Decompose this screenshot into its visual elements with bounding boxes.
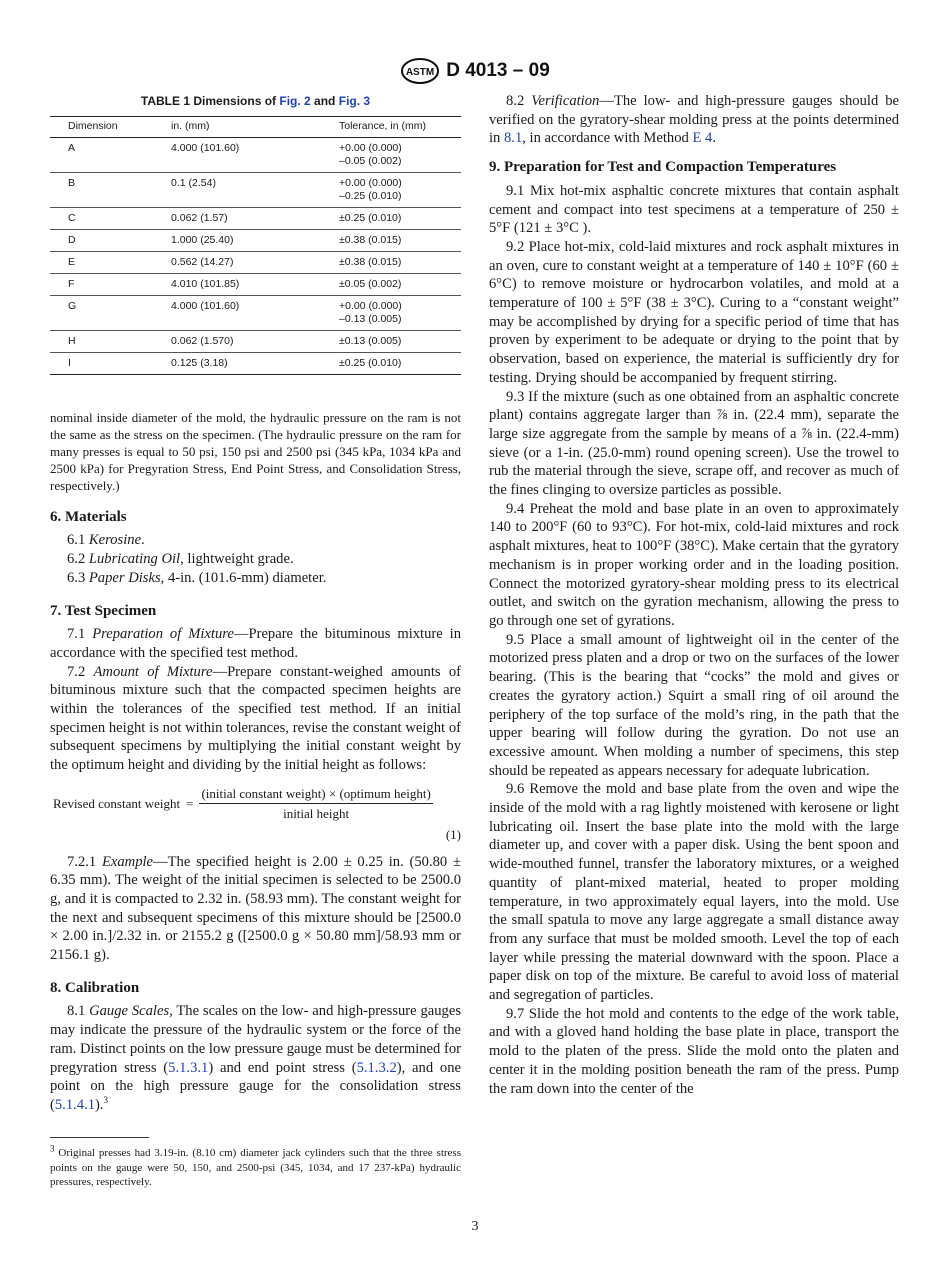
para-9-7: 9.7 Slide the hot mold and contents to the edge of the work table, and with a gloved hand holding the base plate in place, transport the mold to the platen of the press. Slide the mold onto the platen and center it in the molding position beneath the ram of the press. Pump the ram down into the center of the xyxy=(489,1005,899,1097)
materials-list xyxy=(50,531,461,587)
cell-tolerance xyxy=(321,273,461,295)
tolerance-line: –0.13 (0.005) xyxy=(339,312,402,325)
table-row xyxy=(50,137,461,172)
page-header xyxy=(0,56,950,86)
equation-numerator: (initial constant weight) × (optimum height) xyxy=(199,785,432,804)
tolerance-line: +0.00 (0.000) xyxy=(339,141,402,154)
cell-inmm: 0.562 (14.27) xyxy=(153,251,321,273)
table-row xyxy=(50,207,461,229)
cell-dimension: D xyxy=(50,229,153,251)
para-6-1: 6.1 Kerosine. xyxy=(67,532,145,549)
cell-dimension: H xyxy=(50,330,153,352)
cell-dimension: A xyxy=(50,137,153,172)
cell-dimension: F xyxy=(50,273,153,295)
table-row xyxy=(50,172,461,207)
cell-dimension: G xyxy=(50,295,153,330)
tolerance-line: ±0.38 (0.015) xyxy=(339,255,402,268)
ref-5-1-4-1-link[interactable]: 5.1.4.1 xyxy=(54,1096,96,1113)
para-9-3: 9.3 If the mixture (such as one obtained from an asphaltic concrete plant) contains aggregate larger than ⅞ in. (22.4 mm), separate the large size aggregate from the sample by means of a ⅞ in. (22.4-mm) sieve (or a 1-in. (25.0-mm) round opening screen). Use the trowel to rub the material through the sieve, scrape off, and recover as much of the fines clinging to oversize particles as possible. xyxy=(489,388,899,499)
cell-dimension: I xyxy=(50,352,153,374)
cell-inmm: 0.062 (1.57) xyxy=(153,207,321,229)
tolerance-line: +0.00 (0.000) xyxy=(339,176,402,189)
ref-5-1-3-2-link[interactable]: 5.1.3.2 xyxy=(356,1059,397,1076)
standard-designation: D 4013 – 09 xyxy=(446,60,550,81)
astm-logo-icon xyxy=(400,57,440,85)
table-row xyxy=(50,273,461,295)
tolerance-line: +0.00 (0.000) xyxy=(339,299,402,312)
cell-inmm: 4.000 (101.60) xyxy=(153,137,321,172)
cell-tolerance xyxy=(321,229,461,251)
cell-tolerance xyxy=(321,295,461,330)
col-header-dimension: Dimension xyxy=(50,116,153,137)
table-1-title: TABLE 1 Dimensions of Fig. 2 and Fig. 3 xyxy=(140,94,371,108)
cell-tolerance xyxy=(321,352,461,374)
continued-paragraph: nominal inside diameter of the mold, the hydraulic pressure on the ram is not the same as the stress on the specimen. (The hydraulic pressure on the ram for many presses is equal to 50 psi, 150 psi and 2500 psi (345 kPa, 1034 kPa and 2500 kPa) for Pregyration Stress, End Point Stress, and Consolidation Stress, respectively.) xyxy=(50,409,461,493)
tolerance-line: ±0.13 (0.005) xyxy=(339,334,402,347)
left-column xyxy=(50,92,461,1115)
col-header-tolerance: Tolerance, in (mm) xyxy=(321,116,461,137)
cell-tolerance xyxy=(321,251,461,273)
tolerance-line: ±0.25 (0.010) xyxy=(339,356,402,369)
right-column xyxy=(489,92,899,1098)
equation-equals: = xyxy=(186,795,194,811)
table-row xyxy=(50,295,461,330)
cell-dimension: E xyxy=(50,251,153,273)
cell-tolerance xyxy=(321,172,461,207)
cell-inmm: 0.125 (3.18) xyxy=(153,352,321,374)
tolerance-line: –0.25 (0.010) xyxy=(339,189,402,202)
section-9-heading: 9. Preparation for Test and Compaction Temperatures xyxy=(489,159,837,176)
footnote-3: $^3$ Original presses had 3.19-in. (8.10 cm) diameter jack cylinders such that the three stress points on the gauge were 50, 150, and 2500-psi (345, 1034, and 17 237-kPa) hydraulic pressures, respectively. xyxy=(50,1143,461,1188)
table-body xyxy=(50,137,461,374)
equation-number: (1) xyxy=(445,826,461,842)
fig-2-link[interactable]: Fig. 2 xyxy=(279,94,311,108)
cell-inmm: 1.000 (25.40) xyxy=(153,229,321,251)
para-9-1: 9.1 Mix hot-mix asphaltic concrete mixtures that contain asphalt cement and compact into test specimens at a temperature of 250 ± 5°F (121 ± 3°C ). xyxy=(489,182,899,237)
table-row xyxy=(50,330,461,352)
tolerance-line: –0.05 (0.002) xyxy=(339,154,402,167)
ref-5-1-3-1-link[interactable]: 5.1.3.1 xyxy=(168,1059,209,1076)
equation-1 xyxy=(50,785,461,822)
section-7-heading: 7. Test Specimen xyxy=(50,602,157,619)
section-8-heading: 8. Calibration xyxy=(50,979,140,996)
table-header-row xyxy=(50,116,461,137)
para-8-2: 8.2 Verification—The low- and high-pressure gauges should be verified on the gyratory-shear molding press at the points determined in 8.1, in accordance with Method E 4. xyxy=(489,93,899,147)
cell-tolerance xyxy=(321,137,461,172)
cell-dimension: B xyxy=(50,172,153,207)
para-6-2: 6.2 Lubricating Oil, lightweight grade. xyxy=(67,551,294,568)
para-9-5: 9.5 Place a small amount of lightweight oil in the center of the motorized press platen and a drop or two on the surfaces of the lower bearing. (This is the bearing that “cocks” the mold and gives or creates the gyratory action.) Squirt a small ring of oil around the periphery of the top surface of the mold’s ring, in the path that the upper bearing will follow during the gyration. Do not use an excessive amount. When molding a number of specimens, this step should be repeated as appears necessary for adequate lubrication. xyxy=(489,631,899,779)
para-7-2: 7.2 Amount of Mixture—Prepare constant-weighed amounts of bituminous mixture such that the compacted specimen heights are within the tolerances of the specified test method. If an initial specimen height is not within tolerances, revise the constant weight of subsequent specimens by multiplying the initial constant weight by the optimum height and dividing by the initial height as follows: xyxy=(50,663,461,774)
ref-8-1-link[interactable]: 8.1 xyxy=(504,130,523,147)
table-row xyxy=(50,229,461,251)
table-row xyxy=(50,352,461,374)
cell-inmm: 0.062 (1.570) xyxy=(153,330,321,352)
footnote-divider xyxy=(50,1137,149,1138)
table-row xyxy=(50,251,461,273)
equation-denominator: initial height xyxy=(283,805,350,821)
tolerance-line: ±0.25 (0.010) xyxy=(339,211,402,224)
cell-inmm: 0.1 (2.54) xyxy=(153,172,321,207)
section-6-heading: 6. Materials xyxy=(50,508,127,525)
svg-text:ASTM: ASTM xyxy=(406,67,435,78)
para-9-6: 9.6 Remove the mold and base plate from the oven and wipe the inside of the mold with a rag lightly moistened with kerosene or light lubricating oil. Insert the base plate into the mold with the large diameter up, and cover with a paper disk. Using the bent spoon and wide-mouthed funnel, transfer the laboratory mixtures, or a weighed quantity of plant-mixed material, heated to proper molding temperature, in two approximately equal layers, into the mold. Use the small spatula to move any large aggregate a small distance away from any surface that must be molded smooth. Level the top of each layer while pressing the material downward with the spoon. Place a paper disk on top of the mixture. Be careful to avoid loss of material and segregation of particles. xyxy=(489,781,899,1004)
para-7-1: 7.1 Preparation of Mixture—Prepare the bituminous mixture in accordance with the specified test method. xyxy=(50,626,462,661)
para-8-1: 8.1 Gauge Scales, The scales on the low- and high-pressure gauges may indicate the pressure of the hydraulic system or the force of the ram. Distinct points on the low pressure gauge must be determined for pregyration stress (5.1.3.1) and end point stress (5.1.3.2), and one point on the high pressure gauge for the consolidation stress (5.1.4.1).$^3$ xyxy=(50,1003,462,1113)
cell-tolerance xyxy=(321,330,461,352)
equation-fraction xyxy=(199,785,432,822)
ref-e4-link[interactable]: E 4 xyxy=(692,130,713,147)
equation-lhs: Revised constant weight xyxy=(53,795,181,811)
para-6-3: 6.3 Paper Disks, 4-in. (101.6-mm) diameter. xyxy=(67,569,327,586)
fig-3-link[interactable]: Fig. 3 xyxy=(338,94,371,108)
tolerance-line: ±0.38 (0.015) xyxy=(339,233,402,246)
footnote-ref-3[interactable]: 3 xyxy=(103,1095,109,1106)
tolerance-line: ±0.05 (0.002) xyxy=(339,277,402,290)
page-number: 3 xyxy=(471,1219,479,1234)
cell-inmm: 4.000 (101.60) xyxy=(153,295,321,330)
cell-inmm: 4.010 (101.85) xyxy=(153,273,321,295)
dimensions-table xyxy=(50,116,461,375)
para-9-4: 9.4 Preheat the mold and base plate in an oven to approximately 140 to 200°F (60 to 93°C). For hot-mix, cold-laid mixtures and rock asphalt mixtures, heat to 100°F (38°C). Make certain that the gyratory mechanism is in proper working order and in the loading position. Connect the motorized gyratory-shear molding press to its electrical outlet, and switch on the gyration mechanism, allowing the press to go through one set of gyrations. xyxy=(489,500,899,629)
cell-tolerance xyxy=(321,207,461,229)
para-9-2: 9.2 Place hot-mix, cold-laid mixtures and rock asphalt mixtures in an oven, cure to constant weight at a temperature of 140 ± 10°F (60 ± 6°C) to remove moisture or hydrocarbon volatiles, and mold at a temperature of 100 ± 5°F (38 ± 3°C). Curing to a “constant weight” may be accomplished by drying for a specific period of time that has proven by experiment to be adequate or drying to the point that by observation, based on experience, the material is sufficiently dry for testing. Drying should be accompanied by frequent stirring. xyxy=(489,238,899,386)
para-7-2-1: 7.2.1 Example—The specified height is 2.00 ± 0.25 in. (50.80 ± 6.35 mm). The weight of the initial specimen is selected to be 2500.0 g, and it is compacted to 2.32 in. (58.93 mm). The constant weight for the next and subsequent specimens of this mixture should be [2500.0 × 2.00 in.]/2.32 in. or 2155.2 g ([2500.0 g × 50.80 mm]/58.93 mm or 2156.1 g). xyxy=(50,853,461,964)
cell-dimension: C xyxy=(50,207,153,229)
col-header-inmm: in. (mm) xyxy=(153,116,321,137)
